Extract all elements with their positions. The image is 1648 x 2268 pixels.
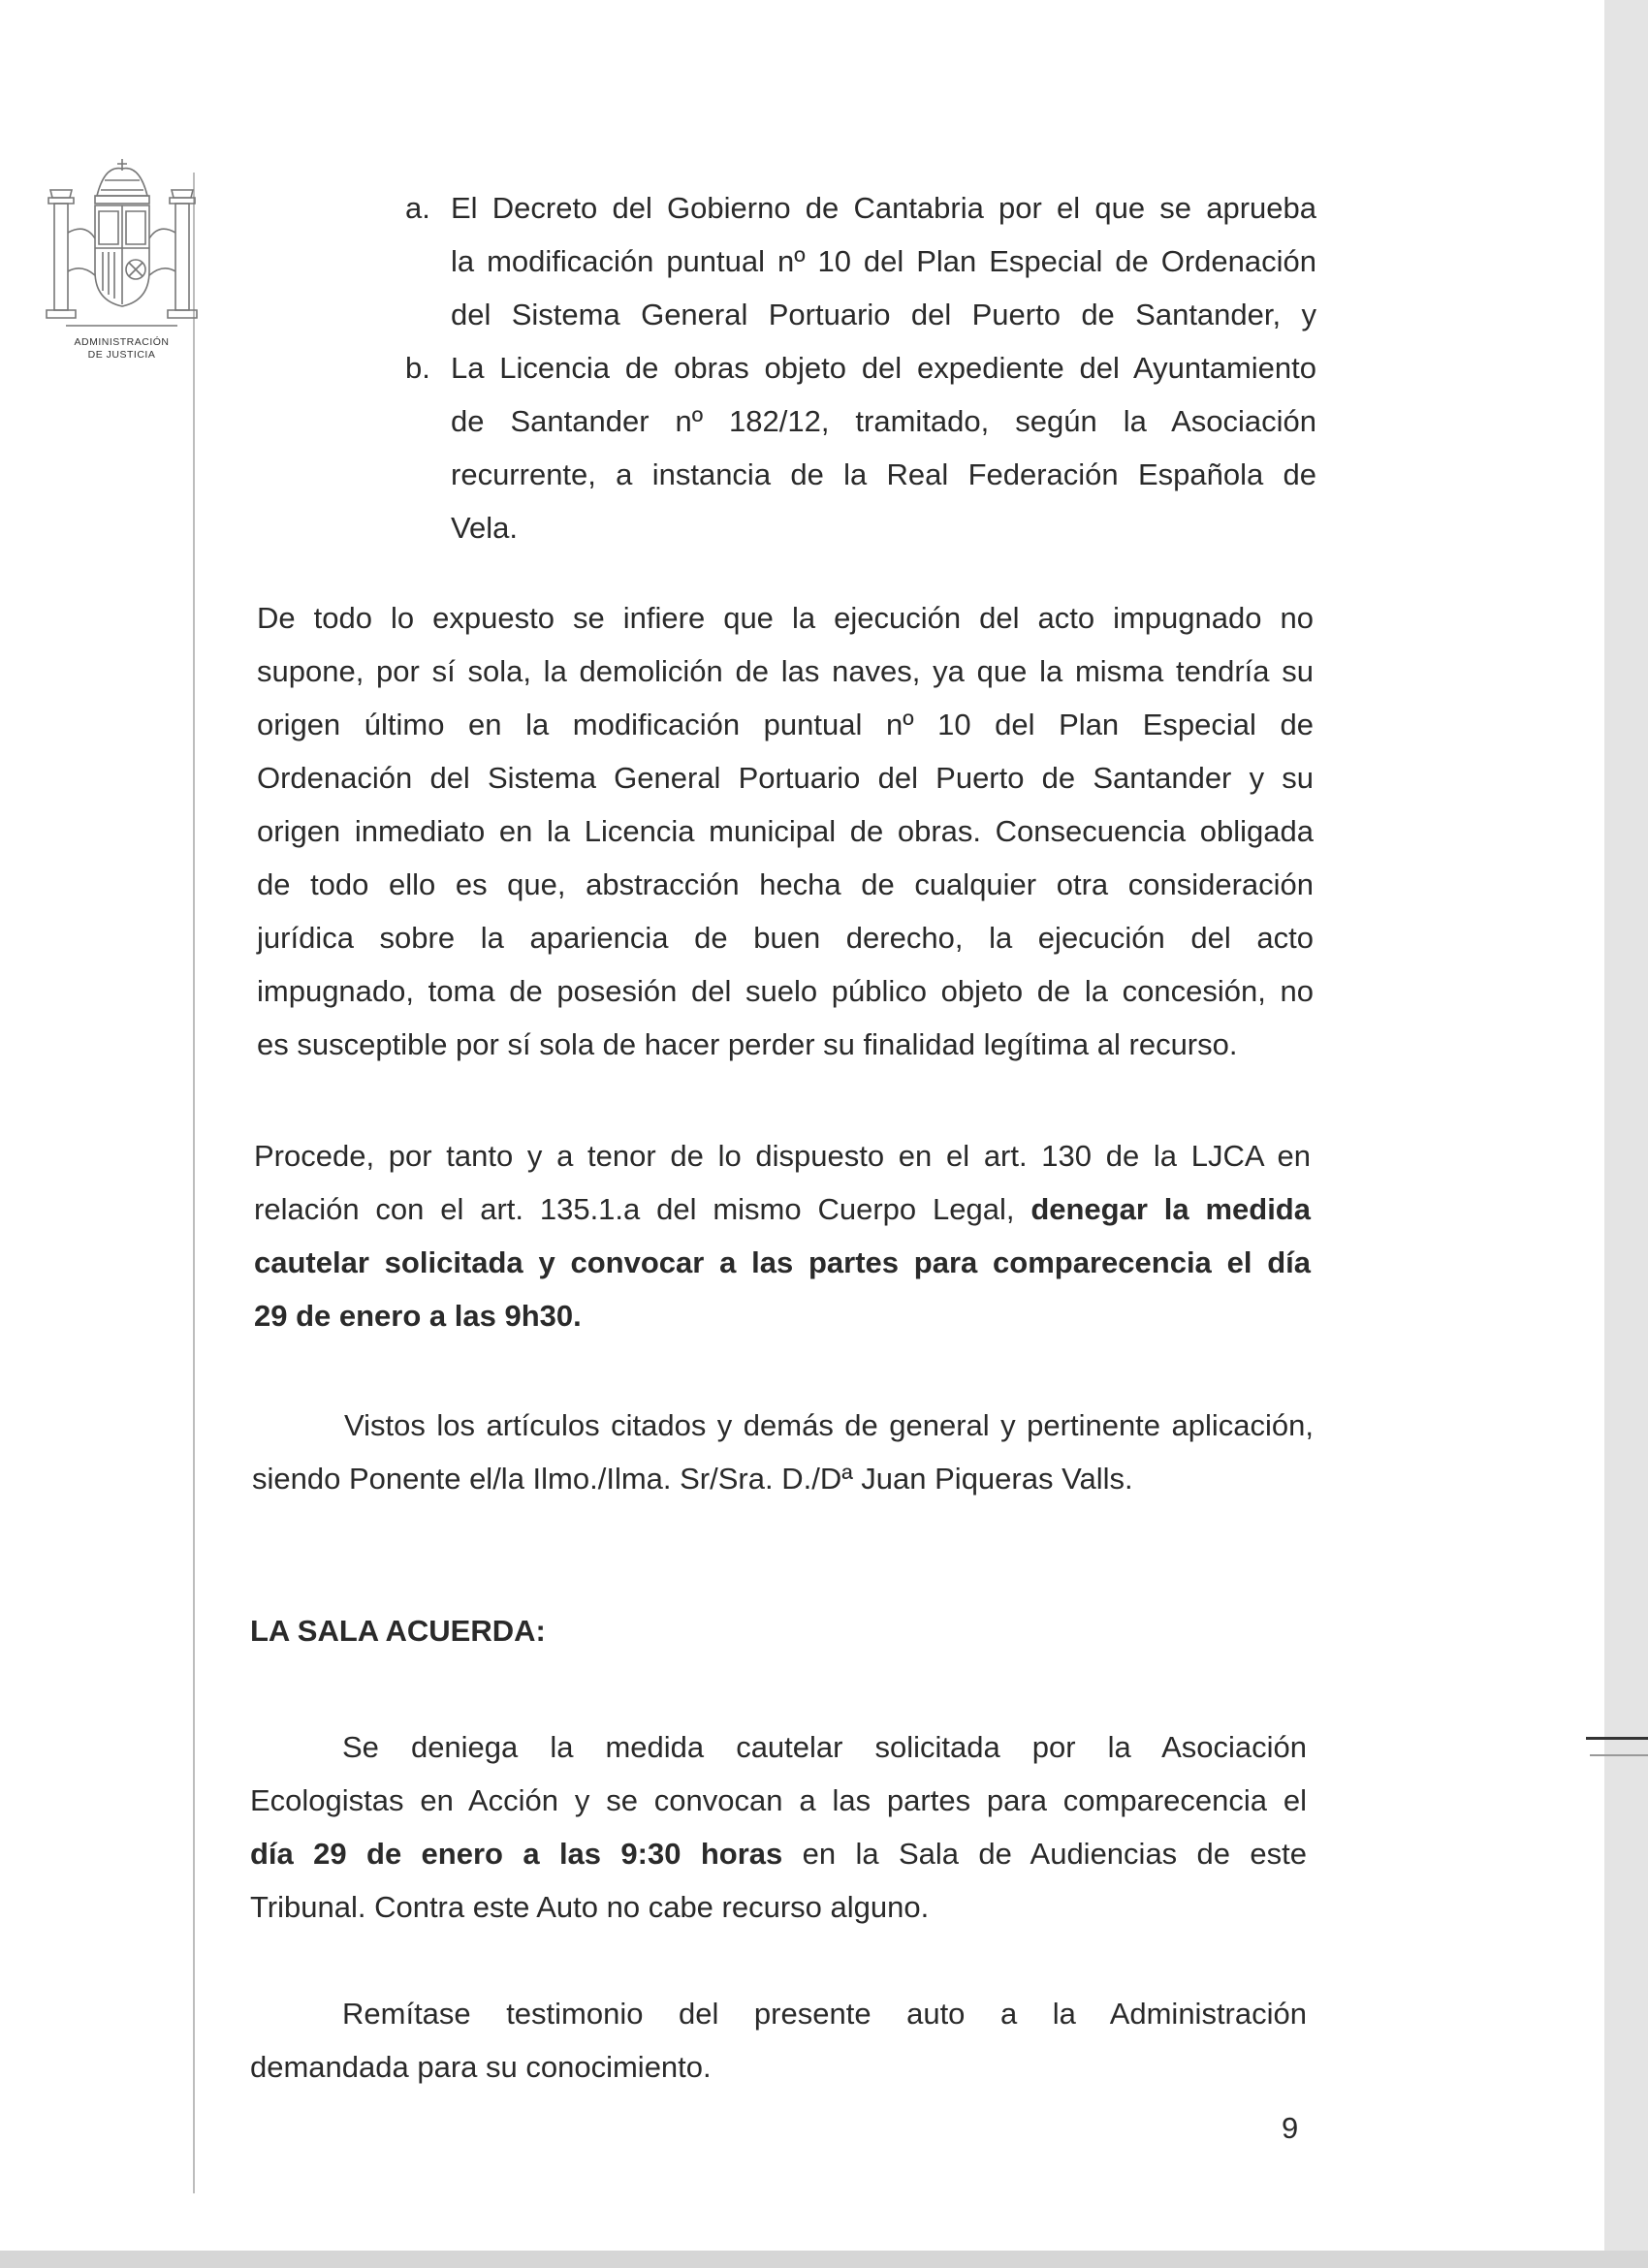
- text-line: De todo lo expuesto se infiere que la ejecución del acto impugnado no: [257, 601, 1314, 635]
- page-number: 9: [1282, 2111, 1299, 2145]
- paragraph-reasoning: [257, 591, 1314, 1071]
- list-item-a: [405, 181, 1316, 341]
- text-line: origen último en la modificación puntual nº 10 del Plan Especial de: [257, 708, 1314, 741]
- paragraph-acuerdo: [250, 1720, 1307, 1934]
- text-line: Vela.: [451, 511, 518, 545]
- paragraph-procede: [254, 1129, 1311, 1342]
- text-line: cautelar solicitada y convocar a las partes para comparecencia el día: [254, 1245, 1311, 1279]
- list-marker: b.: [405, 351, 430, 385]
- section-heading: LA SALA ACUERDA:: [250, 1614, 546, 1648]
- text-line: de Santander nº 182/12, tramitado, según la Asociación: [451, 404, 1316, 438]
- text-line: siendo Ponente el/la Ilmo./Ilma. Sr/Sra. D./Dª Juan Piqueras Valls.: [252, 1462, 1133, 1496]
- text-line: del Sistema General Portuario del Puerto de Santander, y: [451, 298, 1316, 331]
- text-line: Vistos los artículos citados y demás de general y pertinente aplicación,: [344, 1408, 1314, 1442]
- institution-label-line: DE JUSTICIA: [87, 349, 156, 361]
- text-line: es susceptible por sí sola de hacer perder su finalidad legítima al recurso.: [257, 1027, 1238, 1061]
- text-line: Ordenación del Sistema General Portuario del Puerto de Santander y su: [257, 761, 1314, 795]
- text-line: la modificación puntual nº 10 del Plan Especial de Ordenación: [451, 244, 1316, 278]
- paragraph-vistos: [252, 1399, 1314, 1505]
- text-line: Procede, por tanto y a tenor de lo dispuesto en el art. 130 de la LJCA en: [254, 1139, 1311, 1173]
- paragraph-remitase: [250, 1987, 1307, 2094]
- coat-of-arms-icon: [37, 155, 206, 334]
- text-span: relación con el art. 135.1.a del mismo Cuerpo Legal,: [254, 1192, 1015, 1226]
- scan-bottom-shadow: [0, 2251, 1648, 2268]
- text-line: origen inmediato en la Licencia municipal de obras. Consecuencia obligada: [257, 814, 1314, 848]
- text-span: en la Sala de Audiencias de este: [802, 1837, 1307, 1871]
- text-line: de todo ello es que, abstracción hecha de cualquier otra consideración: [257, 867, 1314, 901]
- margin-rule: [193, 173, 195, 2193]
- text-line: Remítase testimonio del presente auto a la Administración: [342, 1997, 1307, 2031]
- text-line: Ecologistas en Acción y se convocan a las partes para comparecencia el: [250, 1783, 1307, 1817]
- text-line: La Licencia de obras objeto del expediente del Ayuntamiento: [451, 351, 1316, 385]
- institution-label-line: ADMINISTRACIÓN: [74, 336, 170, 348]
- text-span-bold: denegar la medida: [1030, 1192, 1311, 1226]
- text-line: impugnado, toma de posesión del suelo público objeto de la concesión, no: [257, 974, 1314, 1008]
- text-line: Tribunal. Contra este Auto no cabe recurso alguno.: [250, 1890, 930, 1924]
- text-line: 29 de enero a las 9h30.: [254, 1299, 582, 1333]
- text-line: [250, 1827, 1307, 1880]
- scan-mark: [1590, 1754, 1648, 1756]
- scan-mark: [1586, 1737, 1648, 1740]
- text-line: supone, por sí sola, la demolición de las naves, ya que la misma tendría su: [257, 654, 1314, 688]
- text-line: recurrente, a instancia de la Real Federación Española de: [451, 457, 1316, 491]
- text-line: El Decreto del Gobierno de Cantabria por el que se aprueba: [451, 191, 1316, 225]
- list-marker: a.: [405, 191, 430, 225]
- scan-edge-shadow: [1604, 0, 1648, 2268]
- text-line: jurídica sobre la apariencia de buen derecho, la ejecución del acto: [257, 921, 1314, 955]
- list-item-b: [405, 341, 1316, 554]
- institution-label: [37, 336, 206, 362]
- text-line: Se deniega la medida cautelar solicitada por la Asociación: [342, 1730, 1307, 1764]
- enumerated-list: [405, 181, 1316, 554]
- text-span-bold: día 29 de enero a las 9:30 horas: [250, 1837, 783, 1871]
- text-line: demandada para su conocimiento.: [250, 2050, 712, 2084]
- text-line: [254, 1182, 1311, 1236]
